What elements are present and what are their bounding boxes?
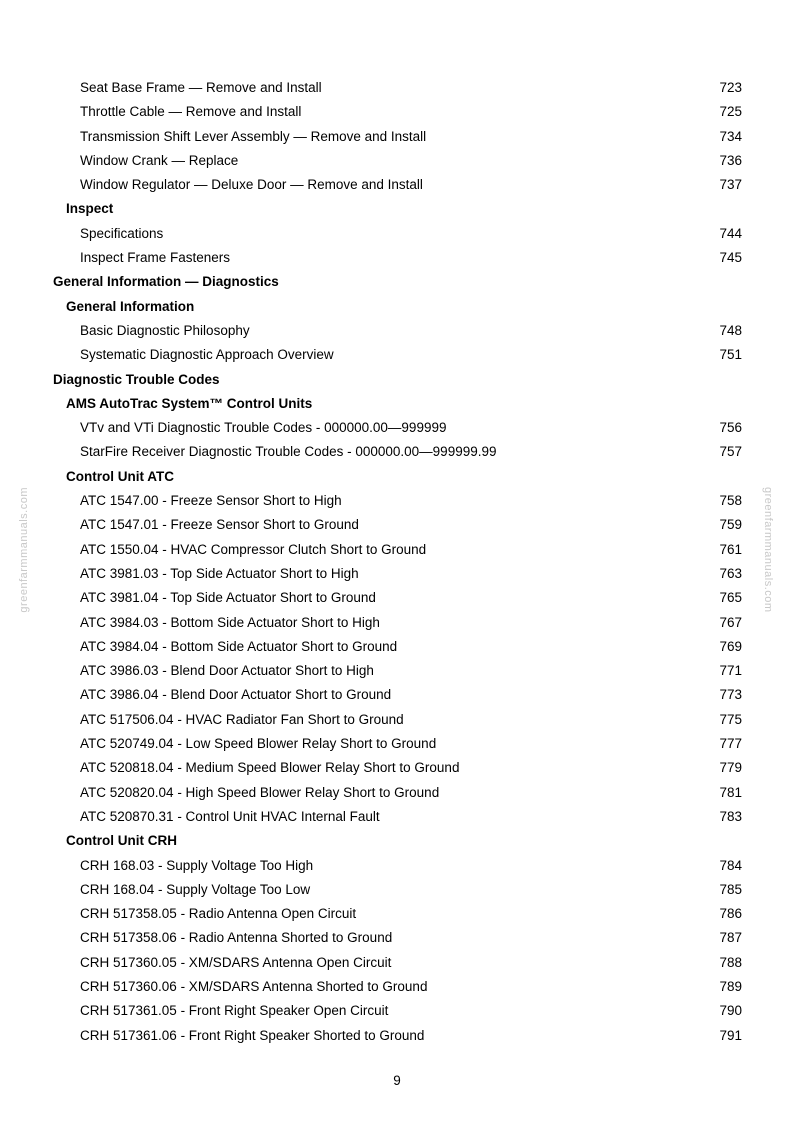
- toc-entry-title: VTv and VTi Diagnostic Trouble Codes - 000000.00—999999: [80, 420, 447, 436]
- toc-entry[interactable]: [53, 878, 742, 902]
- toc-entry-title: ATC 1550.04 - HVAC Compressor Clutch Short to Ground: [80, 541, 427, 557]
- toc-entry[interactable]: [53, 708, 742, 732]
- toc-heading[interactable]: [53, 465, 742, 489]
- toc-entry-page: 759: [719, 517, 742, 533]
- watermark-right: greenfarmmanuals.com: [762, 487, 774, 613]
- toc-entry-page: 737: [719, 177, 742, 193]
- toc-entry-page: 765: [719, 590, 742, 606]
- toc-entry-title: CRH 168.04 - Supply Voltage Too Low: [80, 881, 311, 897]
- page-number: 9: [393, 1073, 401, 1088]
- toc-entry[interactable]: [53, 538, 742, 562]
- toc-heading[interactable]: [53, 295, 742, 319]
- toc-entry-title: Throttle Cable — Remove and Install: [80, 104, 302, 120]
- toc-entry-title: Window Regulator — Deluxe Door — Remove and Install: [80, 177, 423, 193]
- toc-entry-title: Control Unit CRH: [66, 833, 177, 849]
- toc-entry[interactable]: [53, 805, 742, 829]
- toc-entry-title: CRH 168.03 - Supply Voltage Too High: [80, 857, 314, 873]
- toc-entry-title: Inspect: [66, 201, 114, 217]
- toc-entry-page: 784: [719, 857, 742, 873]
- toc-entry-title: Seat Base Frame — Remove and Install: [80, 80, 322, 95]
- toc-entry-page: 790: [719, 1003, 742, 1019]
- toc-entry-title: ATC 520818.04 - Medium Speed Blower Relay Short to Ground: [80, 760, 460, 776]
- toc-entry-page: 769: [719, 638, 742, 654]
- toc-entry-page: 757: [719, 444, 742, 460]
- toc-entry-title: Control Unit ATC: [66, 468, 174, 484]
- toc-entry-page: 761: [719, 541, 742, 557]
- toc-entry[interactable]: [53, 513, 742, 537]
- toc-entry-page: 767: [719, 614, 742, 630]
- toc-entry-title: StarFire Receiver Diagnostic Trouble Codes - 000000.00—999999.99: [80, 444, 497, 460]
- toc-entry-title: ATC 520820.04 - High Speed Blower Relay Short to Ground: [80, 784, 440, 800]
- toc-entry-title: ATC 1547.01 - Freeze Sensor Short to Ground: [80, 517, 359, 533]
- toc-entry[interactable]: [53, 586, 742, 610]
- toc-entry-page: 781: [719, 784, 742, 800]
- toc-entry[interactable]: [53, 926, 742, 950]
- toc-entry-title: CRH 517358.06 - Radio Antenna Shorted to Ground: [80, 930, 393, 946]
- toc-entry[interactable]: [53, 999, 742, 1023]
- toc-entry[interactable]: [53, 440, 742, 464]
- toc-entry-title: General Information — Diagnostics: [53, 274, 279, 290]
- toc-heading[interactable]: [53, 270, 742, 294]
- toc-entry-page: 775: [719, 711, 742, 727]
- toc-entry[interactable]: [53, 173, 742, 197]
- toc-entry-page: 751: [719, 347, 742, 363]
- toc-entry-title: ATC 517506.04 - HVAC Radiator Fan Short to Ground: [80, 711, 404, 727]
- toc-entry[interactable]: [53, 854, 742, 878]
- toc-heading[interactable]: [53, 829, 742, 853]
- toc-entry-page: 723: [719, 80, 742, 95]
- toc-entry-page: 725: [719, 104, 742, 120]
- toc-entry[interactable]: [53, 100, 742, 124]
- toc-entry-title: General Information: [66, 298, 195, 314]
- toc-entry[interactable]: [53, 76, 742, 100]
- toc-heading[interactable]: [53, 368, 742, 392]
- toc-entry-title: CRH 517358.05 - Radio Antenna Open Circuit: [80, 906, 357, 922]
- toc-entry[interactable]: [53, 732, 742, 756]
- toc-entry-title: ATC 1547.00 - Freeze Sensor Short to High: [80, 493, 342, 509]
- toc-entry-page: 783: [719, 808, 742, 824]
- toc-entry[interactable]: [53, 635, 742, 659]
- toc-entry-title: CRH 517360.06 - XM/SDARS Antenna Shorted to Ground: [80, 978, 428, 994]
- toc-entry[interactable]: [53, 781, 742, 805]
- toc-entry[interactable]: [53, 951, 742, 975]
- toc-heading[interactable]: [53, 197, 742, 221]
- toc-entry-page: 789: [719, 978, 742, 994]
- toc-entry[interactable]: [53, 562, 742, 586]
- toc-entry-page: 758: [719, 493, 742, 509]
- toc-entry-title: ATC 520870.31 - Control Unit HVAC Internal Fault: [80, 808, 380, 824]
- toc-entry[interactable]: [53, 611, 742, 635]
- toc-entry-title: Diagnostic Trouble Codes: [53, 371, 220, 387]
- toc-entry-title: Basic Diagnostic Philosophy: [80, 322, 250, 338]
- toc-entry-page: 744: [719, 225, 742, 241]
- toc-entry-title: Transmission Shift Lever Assembly — Remove and Install: [80, 128, 427, 144]
- toc-heading[interactable]: [53, 392, 742, 416]
- toc-entry-page: 777: [719, 736, 742, 752]
- toc-entry-page: 787: [719, 930, 742, 946]
- toc-entry-title: ATC 3986.04 - Blend Door Actuator Short to Ground: [80, 687, 392, 703]
- toc-entry-title: CRH 517361.05 - Front Right Speaker Open Circuit: [80, 1003, 389, 1019]
- toc-entry-page: 773: [719, 687, 742, 703]
- toc-entry[interactable]: [53, 125, 742, 149]
- toc-entry-title: ATC 3984.04 - Bottom Side Actuator Short to Ground: [80, 638, 398, 654]
- toc-entry[interactable]: [53, 1024, 742, 1048]
- toc-entry-page: 734: [719, 128, 742, 144]
- toc-entry-page: 788: [719, 954, 742, 970]
- toc-entry-title: Systematic Diagnostic Approach Overview: [80, 347, 334, 363]
- table-of-contents: [53, 76, 742, 1048]
- toc-entry[interactable]: [53, 319, 742, 343]
- toc-entry[interactable]: [53, 246, 742, 270]
- toc-entry-page: 771: [719, 663, 742, 679]
- toc-entry-title: Window Crank — Replace: [80, 152, 239, 168]
- toc-entry[interactable]: [53, 756, 742, 780]
- toc-entry[interactable]: [53, 489, 742, 513]
- toc-entry-page: 756: [719, 420, 742, 436]
- toc-entry-page: 791: [719, 1027, 742, 1043]
- toc-entry[interactable]: [53, 683, 742, 707]
- toc-entry-page: 786: [719, 906, 742, 922]
- toc-entry-title: ATC 3986.03 - Blend Door Actuator Short to High: [80, 663, 374, 679]
- toc-entry-title: ATC 3981.04 - Top Side Actuator Short to Ground: [80, 590, 376, 606]
- toc-entry-title: AMS AutoTrac System™ Control Units: [66, 395, 313, 411]
- toc-entry-title: ATC 3984.03 - Bottom Side Actuator Short to High: [80, 614, 380, 630]
- watermark-left: greenfarmmanuals.com: [18, 487, 30, 613]
- toc-entry-title: CRH 517360.05 - XM/SDARS Antenna Open Circuit: [80, 954, 392, 970]
- toc-entry-page: 745: [719, 250, 742, 266]
- toc-entry-page: 748: [719, 322, 742, 338]
- toc-entry[interactable]: [53, 343, 742, 367]
- toc-entry[interactable]: [53, 149, 742, 173]
- toc-entry-title: ATC 3981.03 - Top Side Actuator Short to High: [80, 565, 359, 581]
- toc-entry-page: 779: [719, 760, 742, 776]
- toc-entry[interactable]: [53, 659, 742, 683]
- toc-entry-title: Specifications: [80, 225, 164, 241]
- toc-entry-page: 763: [719, 565, 742, 581]
- toc-entry-title: CRH 517361.06 - Front Right Speaker Shorted to Ground: [80, 1027, 425, 1043]
- toc-entry[interactable]: [53, 222, 742, 246]
- toc-entry-page: 785: [719, 881, 742, 897]
- toc-entry[interactable]: [53, 975, 742, 999]
- toc-entry[interactable]: [53, 902, 742, 926]
- toc-entry-title: Inspect Frame Fasteners: [80, 250, 231, 266]
- toc-entry[interactable]: [53, 416, 742, 440]
- toc-entry-page: 736: [719, 152, 742, 168]
- toc-entry-title: ATC 520749.04 - Low Speed Blower Relay Short to Ground: [80, 736, 437, 752]
